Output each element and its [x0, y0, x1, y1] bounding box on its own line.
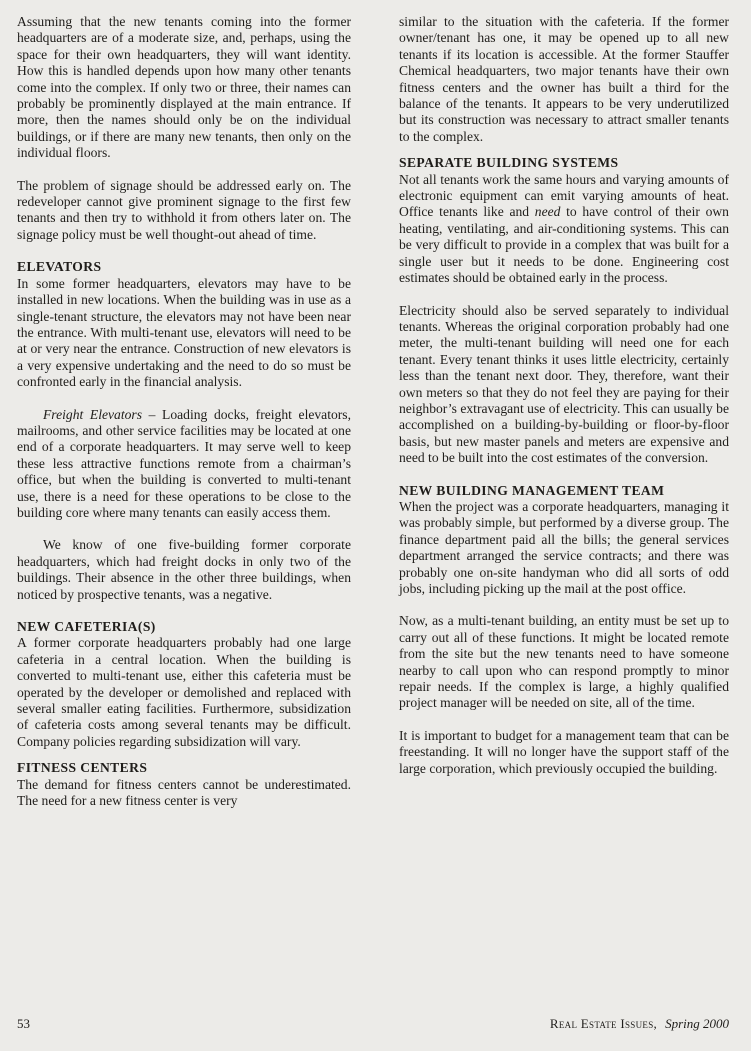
- freight-elevators-text: – Loading docks, freight elevators, mailrooms, and other service facilities may be located at one end of a corporate headquarters. It may serve well to keep these less attractive functions remote from a chairman’s office, but when the building is converted to multi-tenant use, there is a need for these operations to be close to the building core where many tenants can easily access them.: [17, 406, 351, 520]
- left-column: [17, 14, 351, 809]
- signage-intro-paragraph: Assuming that the new tenants coming into the former headquarters are of a moderate size, and, perhaps, using the space for their own headquarters, they will want identity. How this is handled depends upon how many other tenants come into the complex. If only two or three, their names can probably be prominently displayed at the main entrance. If more, then the names should only be on the individual buildings, or if there are many new tenants, then only on the individual floors.: [17, 14, 351, 161]
- management-team-heading: NEW BUILDING MANAGEMENT TEAM: [399, 482, 665, 498]
- cafeteria-heading: NEW CAFETERIA(S): [17, 619, 156, 634]
- fitness-paragraph: The demand for fitness centers cannot be underestimated. The need for a new fitness center is very: [17, 776, 351, 809]
- freight-elevators-paragraph: [17, 407, 351, 522]
- building-systems-paragraph: [399, 172, 729, 287]
- page-number: 53: [17, 1016, 30, 1031]
- building-systems-heading: SEPARATE BUILDING SYSTEMS: [399, 155, 619, 171]
- electricity-paragraph: Electricity should also be served separately to individual tenants. Whereas the original corporation probably had one meter, the multi-tenant building will need one for each tenant. Every tenant thinks it uses little electricity, certainly less than the tenant next door. They, therefore, want their own meters so that they do not feel they are paying for their neighbor’s extravagant use of electricity. This can usually be accomplished on a building-by-building or floor-by-floor basis, but new master panels and meters are expensive and need to be built into the cost estimates of the conversion.: [399, 302, 729, 466]
- cafeteria-paragraph: A former corporate headquarters probably had one large cafeteria in a central location. When the building is converted to multi-tenant use, either this cafeteria must be operated by the developer or demolished and replaced with several smaller eating facilities. Furthermore, subsidization of cafeteria costs among several tenants may be difficult. Company policies regarding subsidization will vary.: [17, 635, 351, 749]
- issue-label: Spring 2000: [665, 1016, 729, 1031]
- management-paragraph-2: Now, as a multi-tenant building, an entity must be set up to carry out all of these functions. It might be located remote from the site but the new tenants need to have someone nearby to call upon who can respond promptly to minor repair needs. If the complex is large, a highly qualified project manager will be needed on site, all of the time.: [399, 613, 729, 711]
- management-paragraph-3: It is important to budget for a management team that can be freestanding. It will no longer have the support staff of the large corporation, which previously occupied the building.: [399, 727, 729, 776]
- elevators-paragraph: In some former headquarters, elevators may have to be installed in new locations. When the building was in use as a single-tenant structure, the elevators may not have been near the entrance. With multi-tenant use, elevators will need to be at or very near the entrance. Construction of new elevators is a very expensive undertaking and the need to do so must be confronted early in the financial analysis.: [17, 275, 351, 390]
- systems-text-b: to have control of their own heating, ventilating, and air-conditioning systems. This can be very difficult to provide in a complex that was built for a single user but it needs to be done. Engineering cost estimates should be obtained early in the process.: [399, 204, 729, 286]
- management-paragraph-1: When the project was a corporate headquarters, managing it was probably simple, but performed by a diverse group. The finance department paid all the bills; the general services department arranged the service contracts; and there was probably one on-site handyman who did all sorts of odd jobs, including picking up the mail at the post office.: [399, 498, 729, 596]
- fitness-continued-paragraph: similar to the situation with the cafeteria. If the former owner/tenant has one, it may be opened up to all new tenants if its location is accessible. At the former Stauffer Chemical headquarters, two major tenants have their own fitness centers and the owner has built a third for the balance of the tenants. It appears to be very underutilized but its construction was necessary to attract smaller tenants to the complex.: [399, 14, 729, 144]
- fitness-heading: FITNESS CENTERS: [17, 760, 148, 776]
- elevators-heading: ELEVATORS: [17, 259, 102, 275]
- systems-text-a: Not all tenants work the same hours and varying amounts of electronic equipment can emit varying amounts of heat. Office tenants like and: [399, 171, 729, 220]
- signage-policy-paragraph: The problem of signage should be addressed early on. The redeveloper cannot give prominent signage to the first few tenants and then try to withhold it from others later on. The signage policy must be well thought-out ahead of time.: [17, 177, 351, 242]
- journal-title: Real Estate Issues,: [549, 1016, 658, 1031]
- systems-emphasis: need: [534, 204, 561, 220]
- five-building-paragraph: We know of one five-building former corporate headquarters, which had freight docks in only two of the buildings. Their absence in the other three buildings, when noticed by prospective tenants, was a negative.: [17, 537, 351, 602]
- page-footer: [17, 1016, 729, 1032]
- freight-elevators-label: Freight Elevators: [43, 406, 142, 422]
- right-column: [399, 14, 729, 777]
- running-footer: [550, 1016, 729, 1032]
